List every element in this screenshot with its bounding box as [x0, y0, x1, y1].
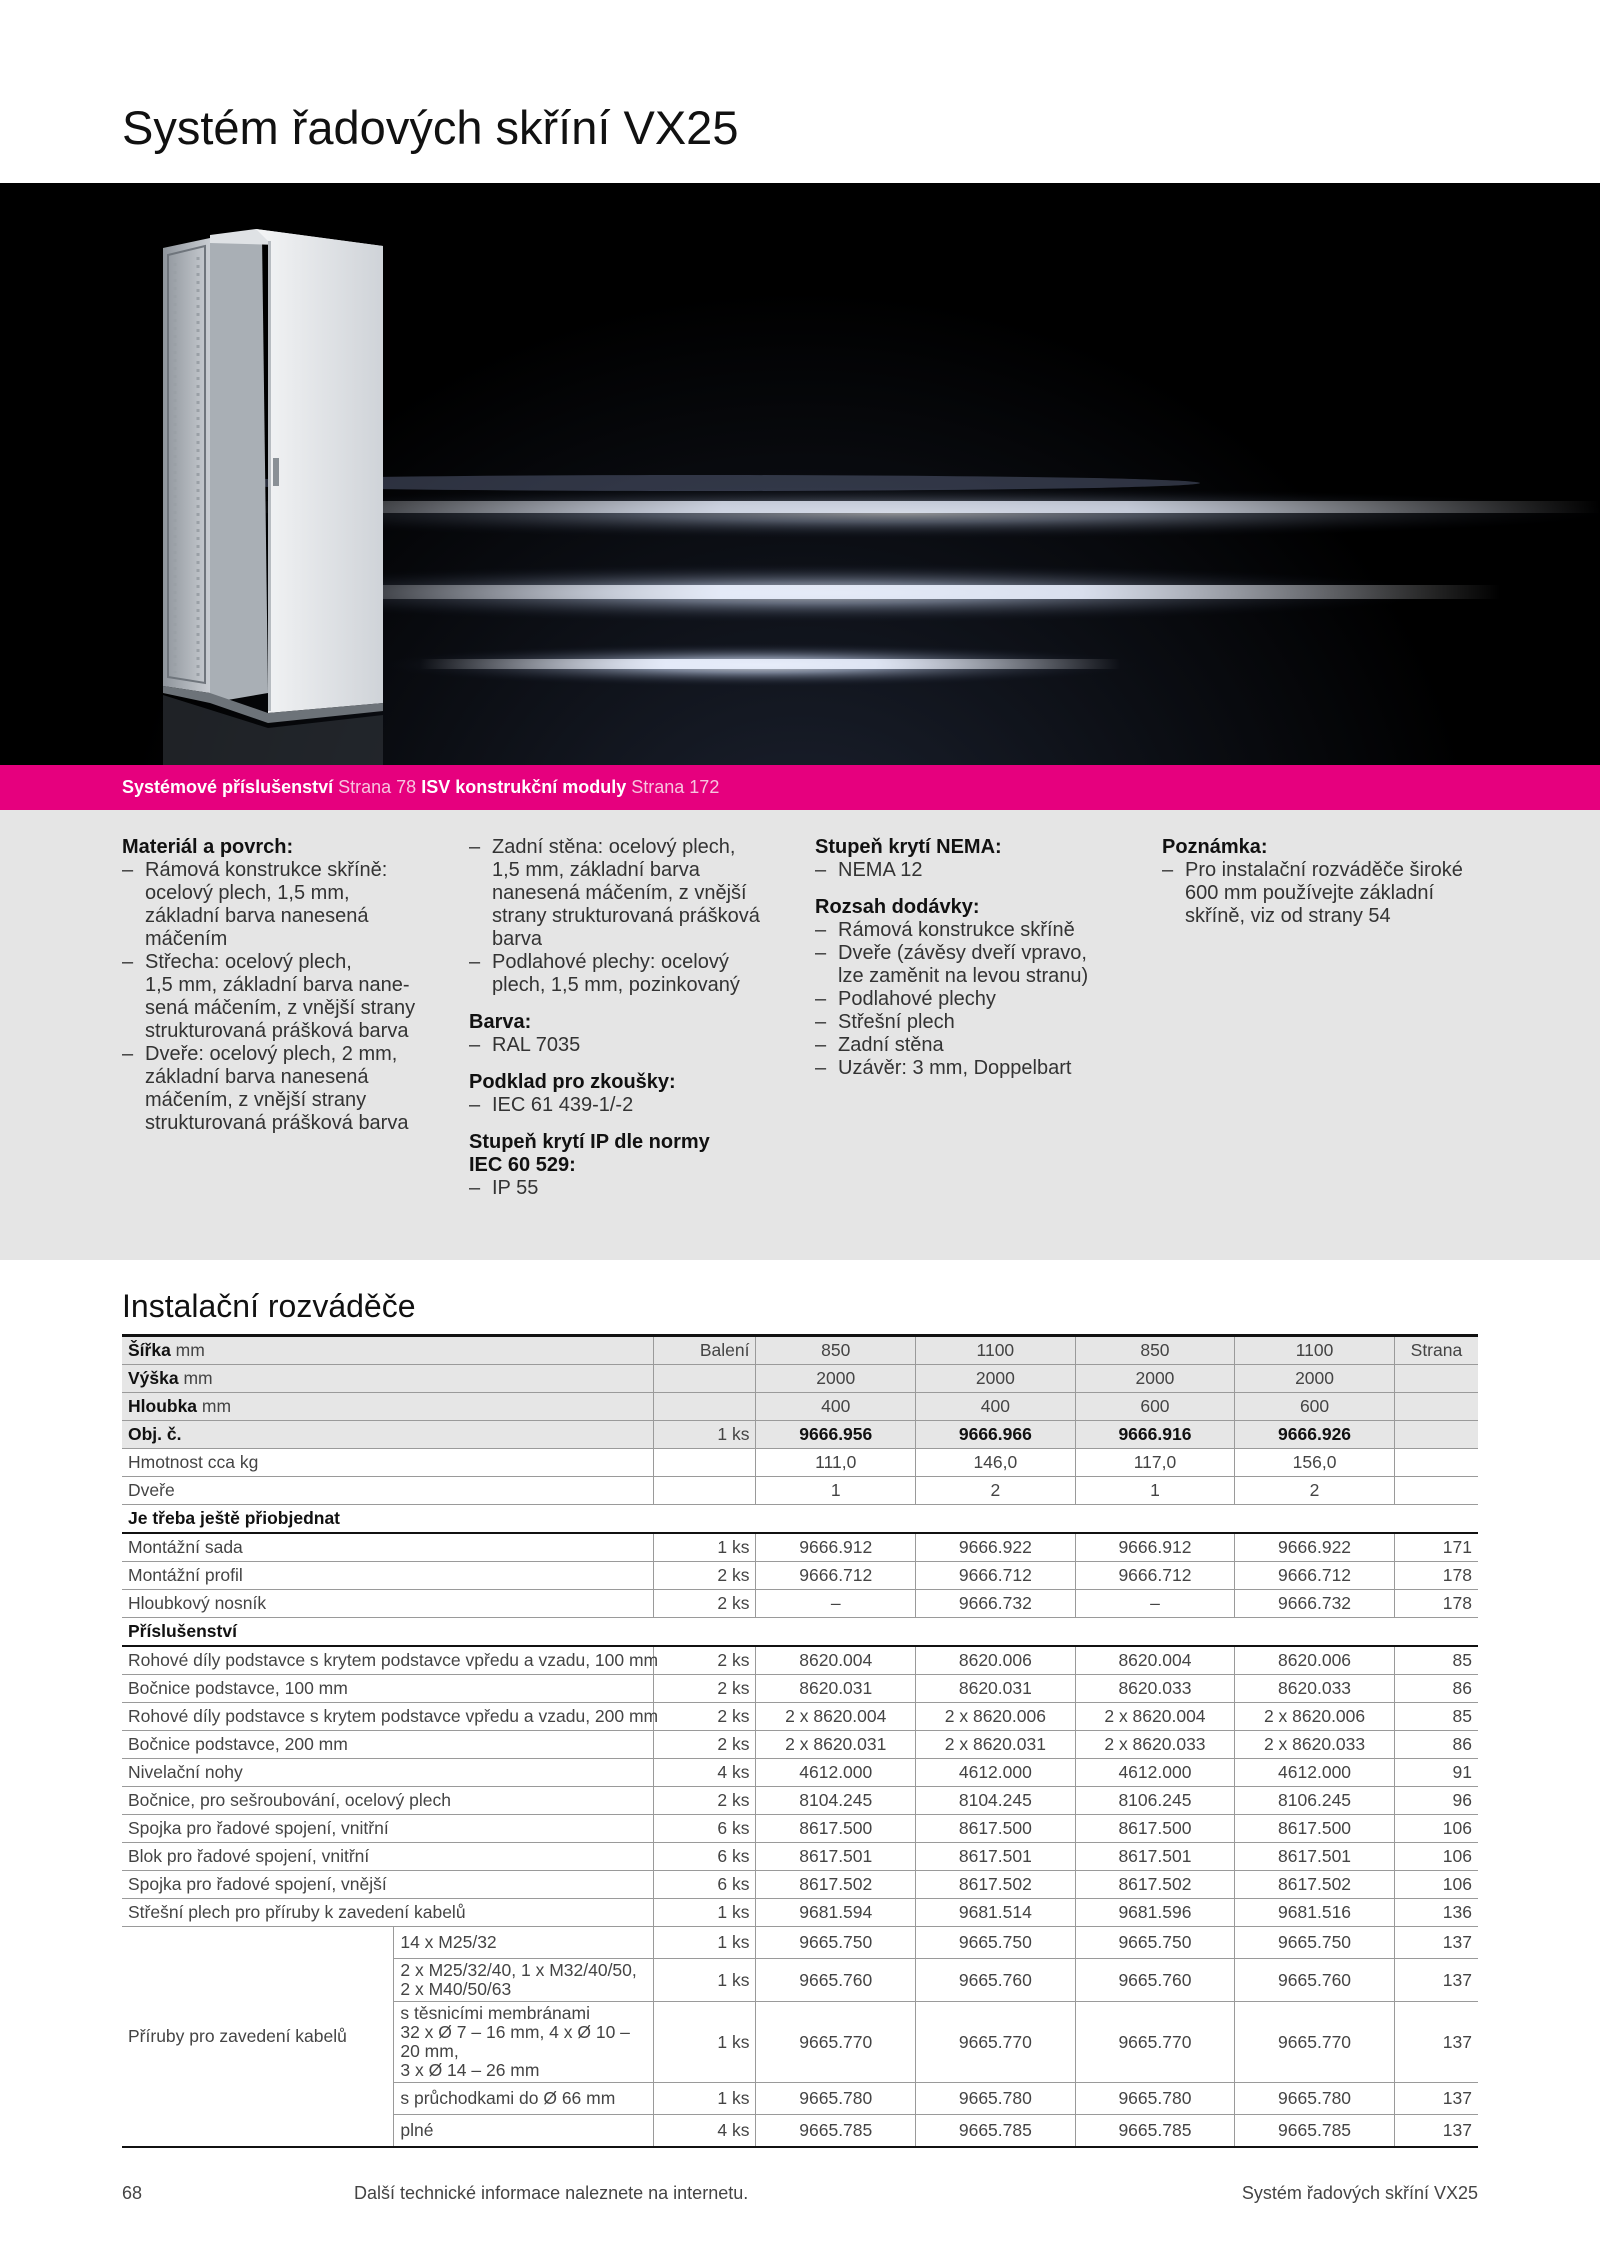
page-cell: 91: [1394, 1759, 1478, 1787]
page-cell: [1394, 1365, 1478, 1393]
value-cell: 9665.750: [756, 1927, 916, 1959]
value-cell: 9665.780: [756, 2083, 916, 2115]
group-heading-row: [122, 1618, 1478, 1647]
value-cell: 9665.750: [1235, 1927, 1395, 1959]
value-cell: 9666.912: [1075, 1533, 1235, 1562]
pack-cell: 2 ks: [654, 1787, 756, 1815]
table-row: [122, 1533, 1478, 1562]
value-cell: 8620.006: [1235, 1646, 1395, 1675]
pack-cell: Balení: [654, 1336, 756, 1365]
spec-text-line: 1,5 mm, základní barva: [492, 859, 700, 881]
flange-row: [122, 1927, 1478, 1959]
value-cell: 9665.780: [916, 2083, 1076, 2115]
value-cell: 8617.502: [1235, 1871, 1395, 1899]
value-cell: 2 x 8620.006: [1235, 1703, 1395, 1731]
value-cell: 9665.770: [756, 2002, 916, 2083]
material-list: [122, 859, 442, 1135]
accessories-page: Strana 78: [338, 777, 417, 797]
value-cell: 1100: [916, 1336, 1076, 1365]
spec-list-item: [122, 859, 442, 951]
value-cell: 2000: [756, 1365, 916, 1393]
spec-text-line: strany strukturovaná prášková: [492, 905, 760, 927]
row-label: Bočnice podstavce, 200 mm: [122, 1731, 654, 1759]
pack-cell: 2 ks: [654, 1703, 756, 1731]
page-cell: Strana: [1394, 1336, 1478, 1365]
accessories-link[interactable]: Systémové příslušenství: [122, 777, 334, 797]
spec-text-line: – Střecha: ocelový plech,: [145, 951, 352, 973]
row-label-unit: mm: [170, 1340, 205, 1360]
value-cell: 2 x 8620.033: [1235, 1731, 1395, 1759]
table-row: [122, 1703, 1478, 1731]
group-heading: Příslušenství: [122, 1618, 1478, 1647]
value-cell: 8617.500: [1235, 1815, 1395, 1843]
table-row: [122, 1871, 1478, 1899]
pack-cell: 2 ks: [654, 1731, 756, 1759]
row-label: Rohové díly podstavce s krytem podstavce vpředu a vzadu, 200 mm: [122, 1703, 654, 1731]
table-row: [122, 1899, 1478, 1927]
pack-cell: [654, 1365, 756, 1393]
isv-page: Strana 172: [631, 777, 720, 797]
value-cell: 9665.780: [1075, 2083, 1235, 2115]
spec-text-line: – Podlahové plechy: [838, 988, 996, 1010]
page-cell: 106: [1394, 1815, 1478, 1843]
spec-text-line: máčením, z vnější strany: [145, 1089, 367, 1111]
page-cell: 178: [1394, 1590, 1478, 1618]
value-cell: 8617.502: [1075, 1871, 1235, 1899]
pack-cell: 2 ks: [654, 1646, 756, 1675]
value-cell: 9665.750: [916, 1927, 1076, 1959]
pack-cell: 1 ks: [654, 2002, 756, 2083]
value-cell: 2 x 8620.004: [756, 1703, 916, 1731]
value-cell: 8620.031: [916, 1675, 1076, 1703]
color-heading: Barva:: [469, 1011, 532, 1033]
spec-text-line: – Dveře: ocelový plech, 2 mm,: [145, 1043, 398, 1065]
header-row: [122, 1477, 1478, 1505]
spec-list-item: [1162, 859, 1482, 928]
value-cell: 600: [1075, 1393, 1235, 1421]
value-cell: 9666.732: [1235, 1590, 1395, 1618]
row-label: Montážní profil: [122, 1562, 654, 1590]
spec-text-line: plech, 1,5 mm, pozinkovaný: [492, 974, 740, 996]
page-cell: 178: [1394, 1562, 1478, 1590]
value-cell: 9665.770: [1235, 2002, 1395, 2083]
value-cell: 9665.770: [1075, 2002, 1235, 2083]
pack-cell: [654, 1393, 756, 1421]
value-cell: 9666.926: [1235, 1421, 1395, 1449]
group-heading: Je třeba ještě přiobjednat: [122, 1505, 1478, 1534]
pack-cell: 4 ks: [654, 1759, 756, 1787]
value-cell: 8617.501: [756, 1843, 916, 1871]
page-cell: 137: [1394, 1927, 1478, 1959]
value-cell: 2000: [1075, 1365, 1235, 1393]
flange-variant: s těsnicími membránami 32 x Ø 7 – 16 mm, 4 x Ø 10 – 20 mm, 3 x Ø 14 – 26 mm: [394, 2002, 654, 2083]
pack-cell: 1 ks: [654, 1421, 756, 1449]
pack-cell: 1 ks: [654, 1533, 756, 1562]
value-cell: 2 x 8620.033: [1075, 1731, 1235, 1759]
value-cell: 111,0: [756, 1449, 916, 1477]
material-cont-list: [469, 836, 789, 997]
spec-text-line: strukturovaná prášková barva: [145, 1020, 409, 1042]
value-cell: 9681.516: [1235, 1899, 1395, 1927]
spec-column-4: [1162, 836, 1482, 928]
value-cell: 9666.712: [1235, 1562, 1395, 1590]
spec-text-line: ocelový plech, 1,5 mm,: [145, 882, 350, 904]
value-cell: 9665.780: [1235, 2083, 1395, 2115]
page-cell: 86: [1394, 1675, 1478, 1703]
product-table: [122, 1334, 1478, 2148]
spec-list-item: [122, 1043, 442, 1135]
page-cell: 137: [1394, 2002, 1478, 2083]
value-cell: 2000: [916, 1365, 1076, 1393]
header-row: [122, 1421, 1478, 1449]
spec-list-item: [469, 836, 789, 951]
spec-list-item: [815, 1034, 1135, 1057]
cross-reference-bar: [0, 765, 1600, 810]
value-cell: 8617.500: [1075, 1815, 1235, 1843]
spec-text-line: základní barva nanesená: [145, 1066, 369, 1088]
test-value: – IEC 61 439-1/-2: [469, 1094, 789, 1117]
value-cell: 9665.750: [1075, 1927, 1235, 1959]
page-cell: [1394, 1421, 1478, 1449]
pack-cell: 6 ks: [654, 1871, 756, 1899]
header-row: [122, 1393, 1478, 1421]
value-cell: 9665.785: [1235, 2115, 1395, 2148]
value-cell: 8106.245: [1235, 1787, 1395, 1815]
row-label-unit: mm: [178, 1368, 213, 1388]
value-cell: –: [1075, 1590, 1235, 1618]
value-cell: 9681.594: [756, 1899, 916, 1927]
value-cell: 850: [1075, 1336, 1235, 1365]
row-label-text: Hloubka: [128, 1396, 198, 1416]
page-cell: 96: [1394, 1787, 1478, 1815]
page-cell: 106: [1394, 1871, 1478, 1899]
row-label-unit: mm: [197, 1396, 232, 1416]
spec-list-item: [815, 1057, 1135, 1080]
ip-heading-2: IEC 60 529:: [469, 1154, 576, 1176]
value-cell: 8620.033: [1235, 1675, 1395, 1703]
pack-cell: 2 ks: [654, 1562, 756, 1590]
spec-list-item: [122, 951, 442, 1043]
table-row: [122, 1590, 1478, 1618]
header-row: [122, 1336, 1478, 1365]
spec-column-material: [122, 836, 442, 1135]
spec-text-line: – Rámová konstrukce skříně:: [145, 859, 388, 881]
value-cell: 8620.031: [756, 1675, 916, 1703]
pack-cell: 6 ks: [654, 1815, 756, 1843]
page-title: Systém řadových skříní VX25: [122, 101, 739, 154]
spec-text-line: – Dveře (závěsy dveří vpravo,: [838, 942, 1087, 964]
spec-text-line: strukturovaná prášková barva: [145, 1112, 409, 1134]
test-heading: Podklad pro zkoušky:: [469, 1071, 676, 1093]
value-cell: 9666.916: [1075, 1421, 1235, 1449]
value-cell: 2 x 8620.004: [1075, 1703, 1235, 1731]
pack-cell: 6 ks: [654, 1843, 756, 1871]
spec-text-line: – Střešní plech: [838, 1011, 955, 1033]
page-cell: 86: [1394, 1731, 1478, 1759]
table-row: [122, 1731, 1478, 1759]
nema-heading: Stupeň krytí NEMA:: [815, 836, 1002, 858]
page-cell: 137: [1394, 2083, 1478, 2115]
page-cell: 85: [1394, 1646, 1478, 1675]
value-cell: 4612.000: [756, 1759, 916, 1787]
value-cell: 156,0: [1235, 1449, 1395, 1477]
flange-label: Příruby pro zavedení kabelů: [122, 1927, 394, 2148]
value-cell: 8620.004: [756, 1646, 916, 1675]
flange-variant: plné: [394, 2115, 654, 2148]
value-cell: 9666.956: [756, 1421, 916, 1449]
spec-text-line: 600 mm používejte základní: [1185, 882, 1435, 904]
row-label-text: Výška: [128, 1368, 179, 1388]
value-cell: 1100: [1235, 1336, 1395, 1365]
value-cell: 8617.500: [756, 1815, 916, 1843]
value-cell: 8104.245: [916, 1787, 1076, 1815]
note-list: [1162, 859, 1482, 928]
value-cell: 850: [756, 1336, 916, 1365]
footer-info: Další technické informace naleznete na internetu.: [354, 2183, 749, 2203]
spec-column-3: [815, 836, 1135, 1080]
spec-text-line: – Podlahové plechy: ocelový: [492, 951, 729, 973]
spec-list-item: [815, 942, 1135, 988]
spec-text-line: – Pro instalační rozváděče široké: [1185, 859, 1463, 881]
value-cell: 9665.785: [916, 2115, 1076, 2148]
table-row: [122, 1843, 1478, 1871]
note-heading: Poznámka:: [1162, 836, 1268, 858]
table-row: [122, 1562, 1478, 1590]
value-cell: 8617.502: [756, 1871, 916, 1899]
value-cell: 9666.712: [916, 1562, 1076, 1590]
enclosure-photo: [0, 183, 1600, 765]
row-label: Spojka pro řadové spojení, vnitřní: [122, 1815, 654, 1843]
pack-cell: [654, 1477, 756, 1505]
value-cell: 8620.033: [1075, 1675, 1235, 1703]
value-cell: 2 x 8620.006: [916, 1703, 1076, 1731]
pack-cell: 2 ks: [654, 1590, 756, 1618]
row-label: [122, 1421, 654, 1449]
header-row: [122, 1449, 1478, 1477]
value-cell: 8106.245: [1075, 1787, 1235, 1815]
value-cell: 4612.000: [1075, 1759, 1235, 1787]
value-cell: 146,0: [916, 1449, 1076, 1477]
page-cell: 171: [1394, 1533, 1478, 1562]
value-cell: 117,0: [1075, 1449, 1235, 1477]
row-label: Bočnice podstavce, 100 mm: [122, 1675, 654, 1703]
value-cell: 2000: [1235, 1365, 1395, 1393]
row-label-text: Obj. č.: [128, 1424, 182, 1444]
row-label: Bočnice, pro sešroubování, ocelový plech: [122, 1787, 654, 1815]
page-cell: [1394, 1393, 1478, 1421]
value-cell: 9666.732: [916, 1590, 1076, 1618]
row-label: Montážní sada: [122, 1533, 654, 1562]
specification-panel: [0, 810, 1600, 1260]
spec-text-line: barva: [492, 928, 543, 950]
value-cell: 9665.760: [1075, 1959, 1235, 2002]
value-cell: 8104.245: [756, 1787, 916, 1815]
spec-list-item: [815, 1011, 1135, 1034]
value-cell: 2 x 8620.031: [756, 1731, 916, 1759]
value-cell: 4612.000: [1235, 1759, 1395, 1787]
value-cell: 2: [1235, 1477, 1395, 1505]
supply-list: [815, 919, 1135, 1080]
spec-text-line: – Rámová konstrukce skříně: [838, 919, 1075, 941]
page-cell: 137: [1394, 2115, 1478, 2148]
value-cell: 8620.004: [1075, 1646, 1235, 1675]
spec-text-line: máčením: [145, 928, 228, 950]
pack-cell: 1 ks: [654, 2083, 756, 2115]
value-cell: 2: [916, 1477, 1076, 1505]
value-cell: 9665.760: [1235, 1959, 1395, 2002]
value-cell: 4612.000: [916, 1759, 1076, 1787]
value-cell: 2 x 8620.031: [916, 1731, 1076, 1759]
spec-text-line: – Zadní stěna: ocelový plech,: [492, 836, 736, 858]
value-cell: 9666.712: [1075, 1562, 1235, 1590]
supply-heading: Rozsah dodávky:: [815, 896, 980, 918]
pack-cell: 2 ks: [654, 1675, 756, 1703]
value-cell: 8620.006: [916, 1646, 1076, 1675]
value-cell: –: [756, 1590, 916, 1618]
page-cell: 136: [1394, 1899, 1478, 1927]
row-label: Dveře: [122, 1477, 654, 1505]
footer-series: Systém řadových skříní VX25: [1241, 2183, 1478, 2203]
row-label: Hloubkový nosník: [122, 1590, 654, 1618]
row-label: Hmotnost cca kg: [122, 1449, 654, 1477]
value-cell: 1: [756, 1477, 916, 1505]
value-cell: 9666.712: [756, 1562, 916, 1590]
row-label: Spojka pro řadové spojení, vnější: [122, 1871, 654, 1899]
value-cell: 1: [1075, 1477, 1235, 1505]
spec-text-line: – Uzávěr: 3 mm, Doppelbart: [838, 1057, 1072, 1079]
row-label: Nivelační nohy: [122, 1759, 654, 1787]
value-cell: 8617.501: [1075, 1843, 1235, 1871]
row-label: [122, 1336, 654, 1365]
page-cell: [1394, 1477, 1478, 1505]
spec-list-item: [469, 951, 789, 997]
value-cell: 400: [916, 1393, 1076, 1421]
spec-text-line: – Zadní stěna: [838, 1034, 944, 1056]
value-cell: 8617.501: [1235, 1843, 1395, 1871]
spec-text-line: lze zaměnit na levou stranu): [838, 965, 1089, 987]
ip-value: – IP 55: [469, 1177, 789, 1200]
spec-text-line: skříně, viz od strany 54: [1185, 905, 1391, 927]
flange-variant: 2 x M25/32/40, 1 x M32/40/50, 2 x M40/50/63: [394, 1959, 654, 2002]
spec-text-line: základní barva nanesená: [145, 905, 369, 927]
isv-link[interactable]: ISV konstrukční moduly: [421, 777, 627, 797]
row-label-text: Šířka: [128, 1340, 171, 1360]
table-row: [122, 1675, 1478, 1703]
section-title: Instalační rozváděče: [122, 1288, 416, 1324]
spec-column-2: [469, 836, 789, 1200]
value-cell: 9681.596: [1075, 1899, 1235, 1927]
table-row: [122, 1646, 1478, 1675]
spec-list-item: [815, 919, 1135, 942]
value-cell: 9665.785: [1075, 2115, 1235, 2148]
page-cell: [1394, 1449, 1478, 1477]
value-cell: 9665.770: [916, 2002, 1076, 2083]
value-cell: 400: [756, 1393, 916, 1421]
value-cell: 9665.785: [756, 2115, 916, 2148]
value-cell: 600: [1235, 1393, 1395, 1421]
table-row: [122, 1759, 1478, 1787]
ip-heading: Stupeň krytí IP dle normy: [469, 1131, 710, 1153]
nema-value: – NEMA 12: [815, 859, 1135, 882]
color-value: – RAL 7035: [469, 1034, 789, 1057]
row-label: Střešní plech pro příruby k zavedení kabelů: [122, 1899, 654, 1927]
pack-cell: 1 ks: [654, 1927, 756, 1959]
table-row: [122, 1815, 1478, 1843]
value-cell: 9666.912: [756, 1533, 916, 1562]
spec-text-line: nanesená máčením, z vnější: [492, 882, 747, 904]
spec-text-line: sená máčením, z vnější strany: [145, 997, 416, 1019]
page-cell: 137: [1394, 1959, 1478, 2002]
pack-cell: [654, 1449, 756, 1477]
table-row: [122, 1787, 1478, 1815]
flange-variant: s průchodkami do Ø 66 mm: [394, 2083, 654, 2115]
value-cell: 9666.966: [916, 1421, 1076, 1449]
pack-cell: 1 ks: [654, 1959, 756, 2002]
page-cell: 85: [1394, 1703, 1478, 1731]
pack-cell: 1 ks: [654, 1899, 756, 1927]
flange-variant: 14 x M25/32: [394, 1927, 654, 1959]
value-cell: 9681.514: [916, 1899, 1076, 1927]
value-cell: 9665.760: [756, 1959, 916, 2002]
material-heading: Materiál a povrch:: [122, 836, 294, 858]
value-cell: 8617.502: [916, 1871, 1076, 1899]
row-label: [122, 1393, 654, 1421]
value-cell: 9666.922: [1235, 1533, 1395, 1562]
spec-text-line: 1,5 mm, základní barva nane-: [145, 974, 410, 996]
row-label: Blok pro řadové spojení, vnitřní: [122, 1843, 654, 1871]
value-cell: 9665.760: [916, 1959, 1076, 2002]
pack-cell: 4 ks: [654, 2115, 756, 2148]
value-cell: 8617.500: [916, 1815, 1076, 1843]
row-label: [122, 1365, 654, 1393]
header-row: [122, 1365, 1478, 1393]
page-number: 68: [122, 2183, 143, 2203]
spec-list-item: [815, 988, 1135, 1011]
hero-image: [0, 183, 1600, 765]
group-heading-row: [122, 1505, 1478, 1534]
row-label: Rohové díly podstavce s krytem podstavce vpředu a vzadu, 100 mm: [122, 1646, 654, 1675]
page-cell: 106: [1394, 1843, 1478, 1871]
value-cell: 8617.501: [916, 1843, 1076, 1871]
value-cell: 9666.922: [916, 1533, 1076, 1562]
